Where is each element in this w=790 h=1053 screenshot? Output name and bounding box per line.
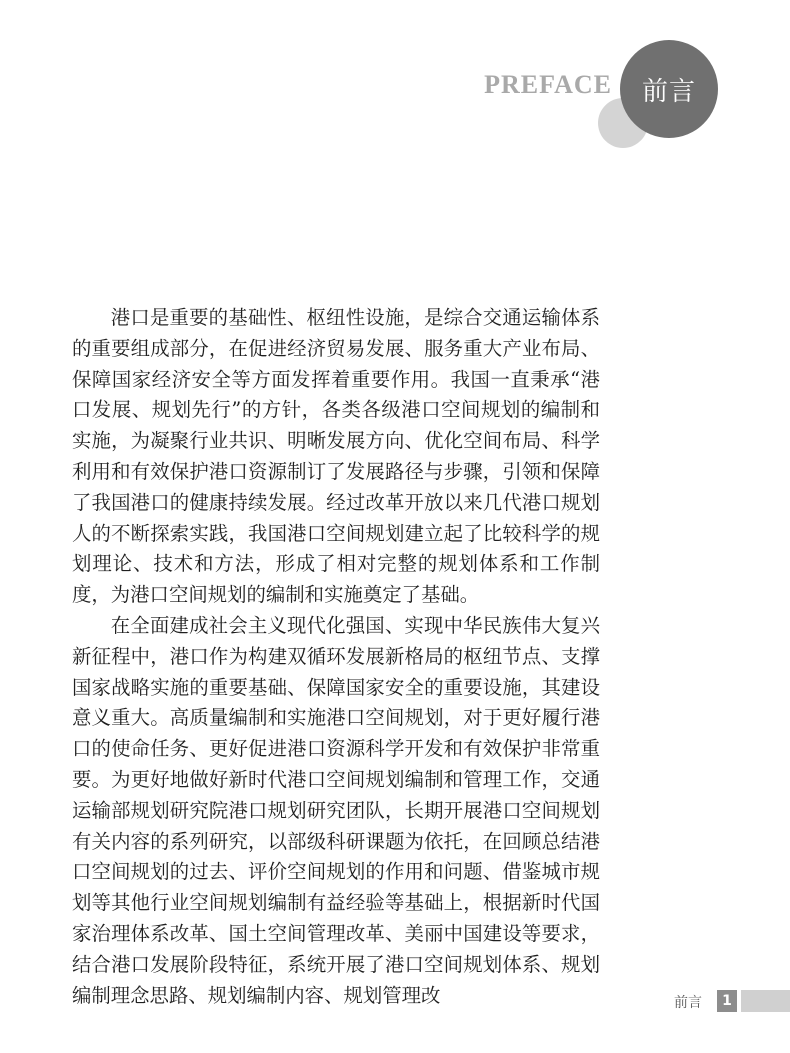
preface-english-title: PREFACE — [484, 70, 612, 99]
paragraph-1: 港口是重要的基础性、枢纽性设施，是综合交通运输体系的重要组成部分，在促进经济贸易发展、服务重大产业布局、保障国家经济安全等方面发挥着重要作用。我国一直秉承“港口发展、规划先行”的方针，各类各级港口空间规划的编制和实施，为凝聚行业共识、明晰发展方向、优化空间布局、科学利用和有效保护港口资源制订了发展路径与步骤，引领和保障了我国港口的健康持续发展。经过改革开放以来几代港口规划人的不断探索实践，我国港口空间规划建立起了比较科学的规划理论、技术和方法，形成了相对完整的规划体系和工作制度，为港口空间规划的编制和实施奠定了基础。 — [72, 306, 600, 607]
chapter-title: 前言 — [641, 76, 696, 107]
footer-decorative-bar — [741, 990, 790, 1012]
chapter-header — [0, 0, 790, 160]
paragraph-2: 在全面建成社会主义现代化强国、实现中华民族伟大复兴新征程中，港口作为构建双循环发展新格局的枢纽节点、支撑国家战略实施的重要基础、保障国家安全的重要设施，其建设意义重大。高质量编制和实施港口空间规划，对于更好履行港口的使命任务、更好促进港口资源科学开发和有效保护非常重要。为更好地做好新时代港口空间规划编制和管理工作，交通运输部规划研究院港口规划研究团队，长期开展港口空间规划有关内容的系列研究，以部级科研课题为依托，在回顾总结港口空间规划的过去、评价空间规划的作用和问题、借鉴城市规划等其他行业空间规划编制有益经验等基础上，根据新时代国家治理体系改革、国土空间管理改革、美丽中国建设等要求，结合港口发展阶段特征，系统开展了港口空间规划体系、规划编制理念思路、规划编制内容、规划管理改 — [72, 613, 600, 1007]
body-text — [72, 303, 600, 1011]
chapter-title-badge — [620, 40, 718, 138]
page-number: 1 — [717, 990, 737, 1012]
footer-section-label: 前言 — [674, 995, 702, 1011]
